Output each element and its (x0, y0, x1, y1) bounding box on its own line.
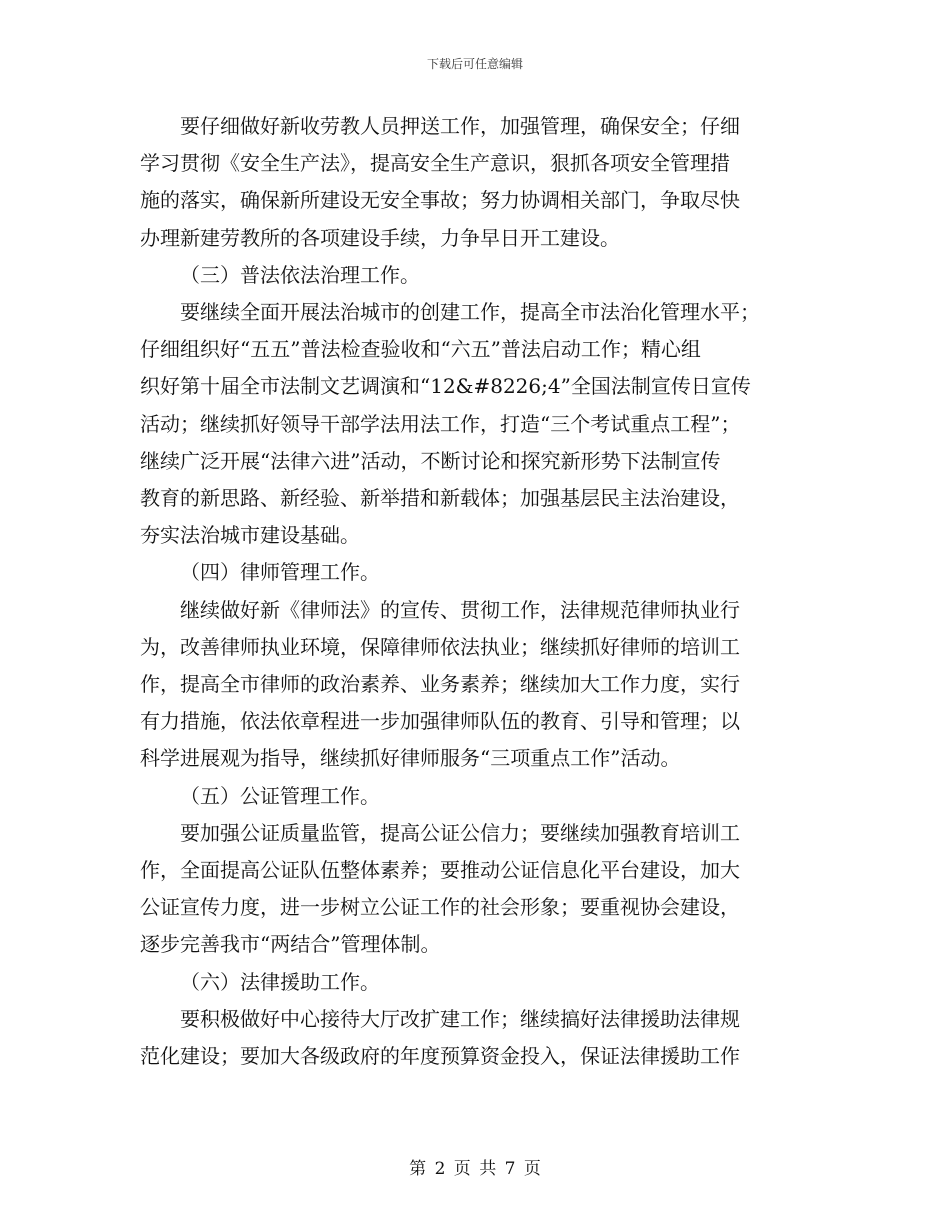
body-line: 作，全面提高公证队伍整体素养；要推动公证信息化平台建设，加大 (140, 858, 740, 883)
page-header-note: 下载后可任意编辑 (426, 57, 523, 71)
body-line: 教育的新思路、新经验、新举措和新载体；加强基层民主法治建设， (140, 486, 740, 511)
section-heading: （四）律师管理工作。 (180, 560, 380, 585)
body-line: 逐步完善我市“两结合”管理体制。 (140, 932, 441, 957)
body-line: 仔细组织好“五五”普法检查验收和“六五”普法启动工作；精心组 (140, 337, 701, 362)
body-line: 有力措施，依法依章程进一步加强律师队伍的教育、引导和管理；以 (140, 709, 740, 734)
section-heading: （五）公证管理工作。 (180, 783, 380, 808)
body-line: 要继续全面开展法治城市的创建工作，提高全市法治化管理水平； (180, 300, 760, 325)
section-heading: （六）法律援助工作。 (180, 969, 380, 994)
body-line: 作，提高全市律师的政治素养、业务素养；继续加大工作力度，实行 (140, 672, 740, 697)
body-line: 为，改善律师执业环境，保障律师依法执业；继续抓好律师的培训工 (140, 634, 740, 659)
body-line: 继续广泛开展“法律六进”活动，不断讨论和探究新形势下法制宣传 (140, 448, 721, 473)
body-line: 夯实法治城市建设基础。 (140, 523, 360, 548)
body-line: 学习贯彻《安全生产法》，提高安全生产意识，狠抓各项安全管理措 (140, 151, 730, 176)
body-line: 施的落实，确保新所建设无安全事故；努力协调相关部门，争取尽快 (140, 188, 740, 213)
body-line: 公证宣传力度，进一步树立公证工作的社会形象；要重视协会建设， (140, 895, 740, 920)
body-line: 办理新建劳教所的各项建设手续，力争早日开工建设。 (140, 225, 620, 250)
body-line: 织好第十届全市法制文艺调演和“12&#8226;4”全国法制宣传日宣传 (140, 374, 751, 399)
body-line: 要仔细做好新收劳教人员押送工作，加强管理，确保安全；仔细 (180, 114, 740, 138)
body-line: 继续做好新《律师法》的宣传、贯彻工作，法律规范律师执业行 (180, 597, 740, 622)
section-heading: （三）普法依法治理工作。 (180, 262, 420, 287)
body-line: 范化建设；要加大各级政府的年度预算资金投入，保证法律援助工作 (140, 1044, 740, 1069)
body-line: 活动；继续抓好领导干部学法用法工作，打造“三个考试重点工程”； (140, 411, 741, 436)
body-line: 要加强公证质量监管，提高公证公信力；要继续加强教育培训工 (180, 820, 740, 845)
document-body (140, 108, 815, 1075)
body-line: 要积极做好中心接待大厅改扩建工作；继续搞好法律援助法律规 (180, 1006, 740, 1031)
body-line: 科学进展观为指导，继续抓好律师服务“三项重点工作”活动。 (140, 746, 681, 771)
page-number: 第 2 页 共 7 页 (409, 1159, 541, 1179)
